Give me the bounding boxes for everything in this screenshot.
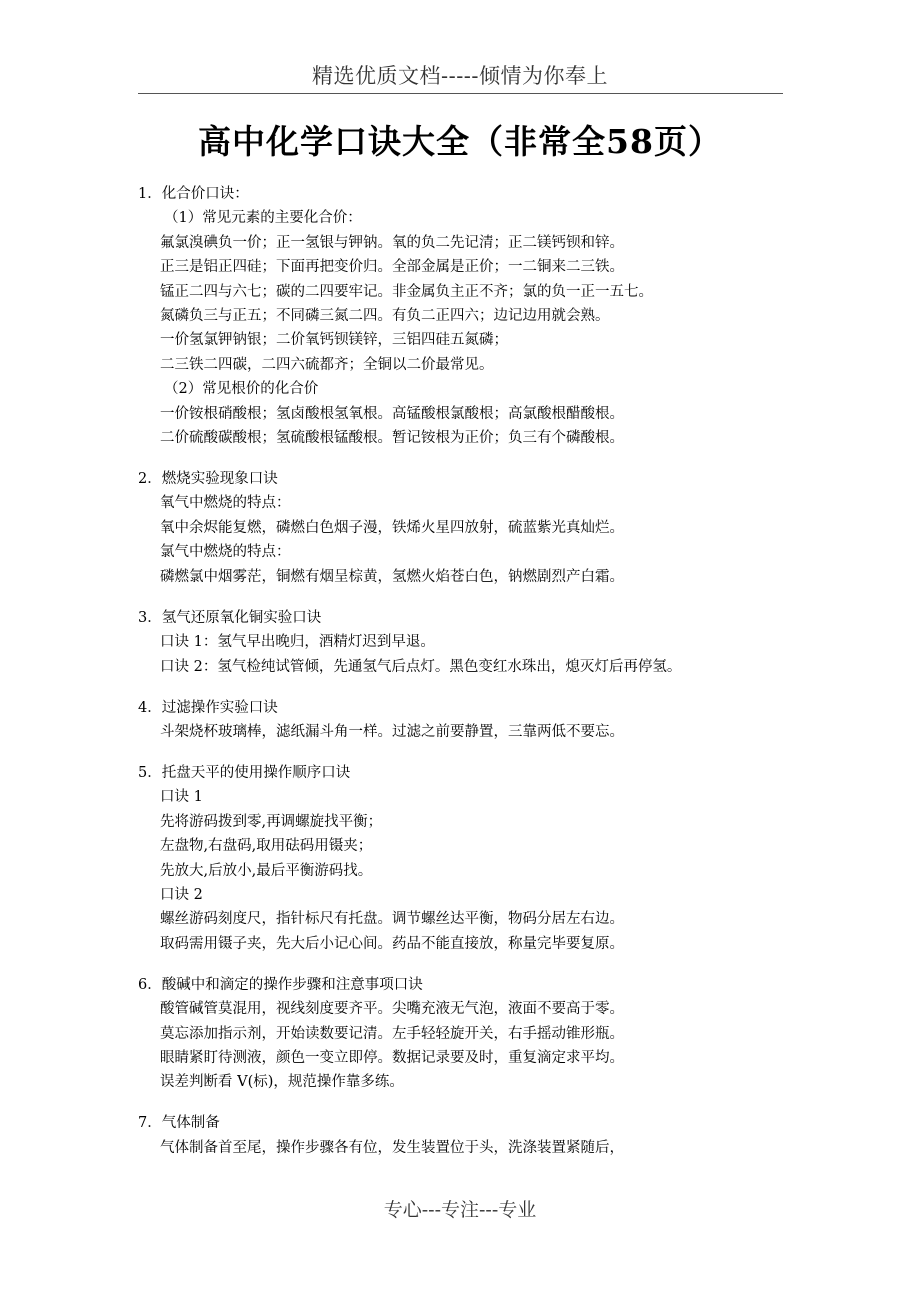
page-header: 精选优质文档-----倾情为你奉上 [312, 64, 608, 88]
section [138, 761, 798, 956]
section [138, 606, 798, 679]
text-line: 正三是铝正四硅；下面再把变价归。全部金属是正价；一二铜来二三铁。 [160, 259, 624, 276]
text-line: 螺丝游码刻度尺，指针标尺有托盘。调节螺丝达平衡，物码分居左右边。 [160, 911, 624, 928]
text-line: 酸管碱管莫混用，视线刻度要齐平。尖嘴充液无气泡，液面不要高于零。 [160, 1001, 624, 1018]
text-line: 氧气中燃烧的特点： [160, 495, 291, 512]
text-line: 气体制备首至尾，操作步骤各有位，发生装置位于头，洗涤装置紧随后， [160, 1139, 624, 1156]
text-line: 氧中余烬能复燃，磷燃白色烟子漫，铁烯火星四放射，硫蓝紫光真灿烂。 [160, 519, 624, 536]
section-title: 2．燃烧实验现象口诀 [138, 471, 278, 488]
section [138, 467, 798, 589]
page-footer: 专心---专注---专业 [383, 1199, 537, 1221]
text-line: 误差判断看 V(标)，规范操作靠多练。 [160, 1074, 404, 1091]
text-line: 先放大,后放小,最后平衡游码找。 [160, 862, 373, 879]
subsection-heading: （1）常见元素的主要化合价： [164, 210, 362, 227]
section-title: 5．托盘天平的使用操作顺序口诀 [138, 764, 351, 781]
text-line: 磷燃氯中烟雾茫，铜燃有烟呈棕黄，氢燃火焰苍白色，钠燃剧烈产白霜。 [160, 568, 624, 585]
text-line: 锰正二四与六七；碳的二四要牢记。非金属负主正不齐；氯的负一正一五七。 [160, 283, 653, 300]
text-line: 二价硫酸碳酸根；氢硫酸根锰酸根。暂记铵根为正价；负三有个磷酸根。 [160, 430, 624, 447]
text-line: 口诀 1：氢气早出晚归，酒精灯迟到早退。 [160, 634, 435, 651]
text-line: 先将游码拨到零,再调螺旋找平衡； [160, 813, 383, 830]
text-line: 口诀 2 [160, 886, 203, 903]
text-line: 氟氯溴碘负一价；正一氢银与钾钠。氧的负二先记清；正二镁钙钡和锌。 [160, 234, 624, 251]
text-line: 取码需用镊子夹，先大后小记心间。药品不能直接放，称量完毕要复原。 [160, 935, 624, 952]
section [138, 182, 798, 450]
text-line: 氮磷负三与正五；不同磷三氮二四。有负二正四六；边记边用就会熟。 [160, 308, 610, 325]
text-line: 二三铁二四碳，二四六硫都齐；全铜以二价最常见。 [160, 356, 494, 373]
section-title: 3．氢气还原氧化铜实验口诀 [138, 609, 322, 626]
text-line: 莫忘添加指示剂，开始读数要记清。左手轻轻旋开关，右手摇动锥形瓶。 [160, 1025, 624, 1042]
document-body [138, 182, 798, 1177]
text-line: 氯气中燃烧的特点： [160, 544, 291, 561]
section [138, 973, 798, 1095]
text-line: 左盘物,右盘码,取用砝码用镊夹； [160, 838, 373, 855]
section-title: 1．化合价口诀： [138, 186, 249, 202]
section-title: 6．酸碱中和滴定的操作步骤和注意事项口诀 [138, 976, 423, 993]
text-line: 一价氢氯钾钠银；二价氧钙钡镁锌，三铝四硅五氮磷； [160, 332, 508, 349]
subsection-heading: （2）常见根价的化合价 [164, 381, 319, 398]
text-line: 眼睛紧盯待测液，颜色一变立即停。数据记录要及时，重复滴定求平均。 [160, 1049, 624, 1066]
text-line: 口诀 2：氢气检纯试管倾，先通氢气后点灯。黑色变红水珠出，熄灭灯后再停氢。 [160, 658, 682, 675]
text-line: 斗架烧杯玻璃棒，滤纸漏斗角一样。过滤之前要静置，三靠两低不要忘。 [160, 723, 624, 740]
section-title: 4．过滤操作实验口诀 [138, 699, 278, 716]
document-title: 高中化学口诀大全（非常全58页） [198, 122, 722, 161]
section [138, 696, 798, 745]
header-divider [138, 93, 783, 94]
text-line: 一价铵根硝酸根；氢卤酸根氢氧根。高锰酸根氯酸根；高氯酸根醋酸根。 [160, 405, 624, 422]
section-title: 7．气体制备 [138, 1115, 220, 1132]
text-line: 口诀 1 [160, 789, 203, 806]
section [138, 1111, 798, 1160]
